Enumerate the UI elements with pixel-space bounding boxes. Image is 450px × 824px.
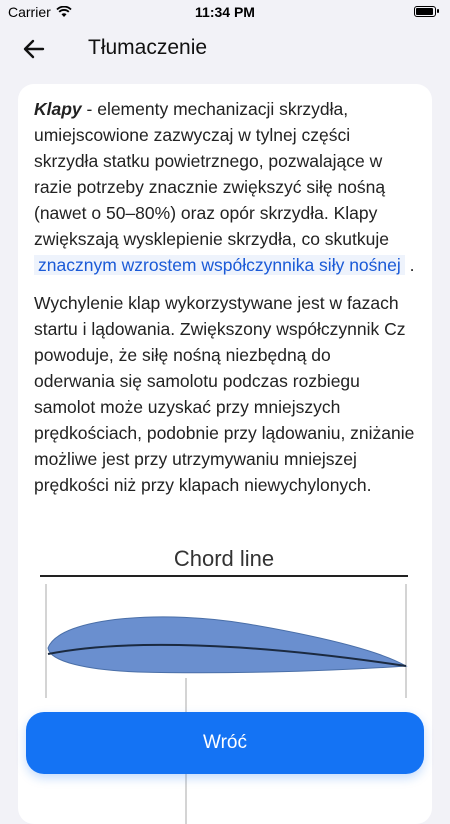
term-klapy: Klapy: [34, 99, 82, 119]
lift-coefficient-link[interactable]: znacznym wzrostem współczynnika siły nośnej: [34, 255, 405, 275]
status-bar: [0, 0, 450, 24]
page-title: Tłumaczenie: [88, 36, 208, 59]
paragraph-2: Wychylenie klap wykorzystywane jest w fazach startu i lądowania. Zwiększony współczynnik Cz powoduje, że siłę nośną niezbędną do oderwania się samolotu podczas rozbiegu samolot może uzyskać przy mniejszych prędkościach, podobnie przy lądowaniu, zniżanie możliwe jest przy utrzymywaniu mniejszej prędkości niż przy klapach niewychylonych.: [34, 293, 415, 495]
paragraph-1-text: - elementy mechanizacji skrzydła, umiejscowione zazwyczaj w tylnej części skrzydła statku powietrznego, pozwalające w razie potrzeby znacznie zwiększyć siłę nośną (nawet o 50–80%) oraz opór skrzydła. Klapy zwiększają wysklepienie skrzydła, co skutkuje: [34, 99, 389, 249]
battery-level: [416, 8, 433, 15]
back-button[interactable]: [18, 34, 50, 64]
status-time: 11:34 PM: [195, 4, 255, 20]
chord-line-label: Chord line: [173, 546, 275, 571]
return-button-label: Wróć: [203, 732, 247, 753]
airfoil-diagram: [18, 538, 432, 824]
carrier-label: Carrier: [8, 4, 51, 20]
paragraph-1-end: .: [404, 255, 415, 275]
translation-text: [18, 84, 432, 498]
return-button[interactable]: [26, 712, 424, 774]
airfoil-shape: [48, 617, 406, 673]
nav-bar: [0, 24, 450, 74]
battery-icon: [414, 6, 436, 17]
arrow-left-icon: [18, 34, 50, 64]
paragraph-1: [34, 96, 416, 278]
